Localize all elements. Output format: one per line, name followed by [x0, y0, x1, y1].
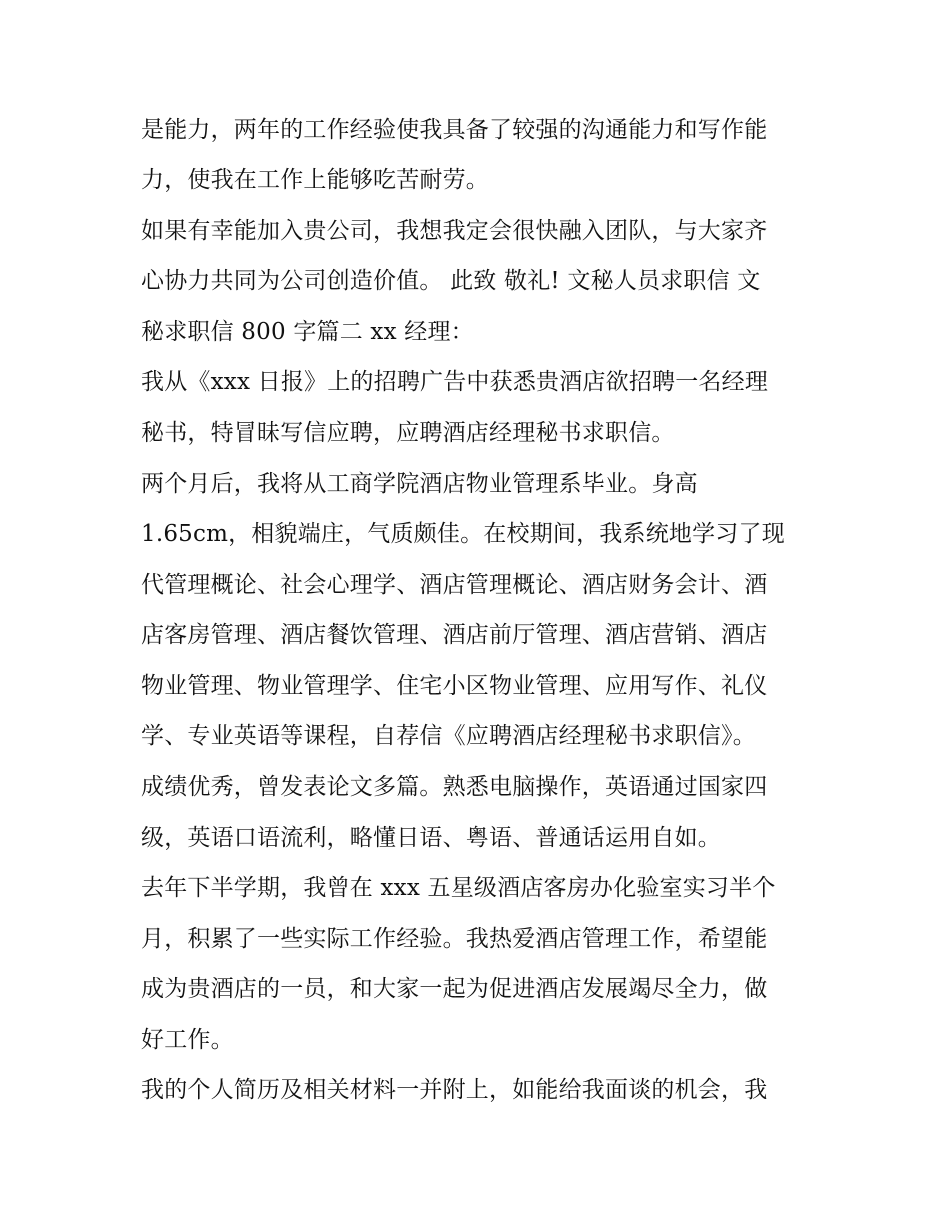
- text-line: 成为贵酒店的一员，和大家一起为促进酒店发展竭尽全力，做: [141, 976, 768, 1002]
- text-line: 秘求职信 800 字篇二 xx 经理：: [141, 319, 474, 345]
- text-line: 店客房管理、酒店餐饮管理、酒店前厅管理、酒店营销、酒店: [141, 622, 768, 648]
- text-line: 好工作。: [141, 1027, 234, 1053]
- text-line: 我从《xxx 日报》上的招聘广告中获悉贵酒店欲招聘一名经理: [141, 369, 769, 395]
- text-line: 1.65cm，相貌端庄，气质颇佳。在校期间，我系统地学习了现: [141, 521, 785, 547]
- text-line: 代管理概论、社会心理学、酒店管理概论、酒店财务会计、酒: [141, 572, 768, 598]
- text-line: 如果有幸能加入贵公司，我想我定会很快融入团队，与大家齐: [141, 218, 768, 244]
- text-line: 物业管理、物业管理学、住宅小区物业管理、应用写作、礼仪: [141, 673, 768, 699]
- text-line: 成绩优秀，曾发表论文多篇。熟悉电脑操作，英语通过国家四: [141, 774, 768, 800]
- text-line: 两个月后，我将从工商学院酒店物业管理系毕业。身高: [141, 471, 698, 497]
- text-line: 是能力，两年的工作经验使我具备了较强的沟通能力和写作能: [141, 117, 768, 143]
- text-line: 去年下半学期，我曾在 xxx 五星级酒店客房办化验室实习半个: [141, 875, 776, 901]
- text-line: 心协力共同为公司创造价值。 此致 敬礼! 文秘人员求职信 文: [141, 268, 761, 294]
- text-line: 月，积累了一些实际工作经验。我热爱酒店管理工作，希望能: [141, 926, 768, 952]
- text-line: 力，使我在工作上能够吃苦耐劳。: [141, 167, 489, 193]
- text-line: 秘书，特冒昧写信应聘，应聘酒店经理秘书求职信。: [141, 420, 675, 446]
- text-line: 我的个人简历及相关材料一并附上，如能给我面谈的机会，我: [141, 1077, 768, 1103]
- text-line: 学、专业英语等课程，自荐信《应聘酒店经理秘书求职信》。: [141, 723, 756, 749]
- text-line: 级，英语口语流利，略懂日语、粤语、普通话运用自如。: [141, 825, 721, 851]
